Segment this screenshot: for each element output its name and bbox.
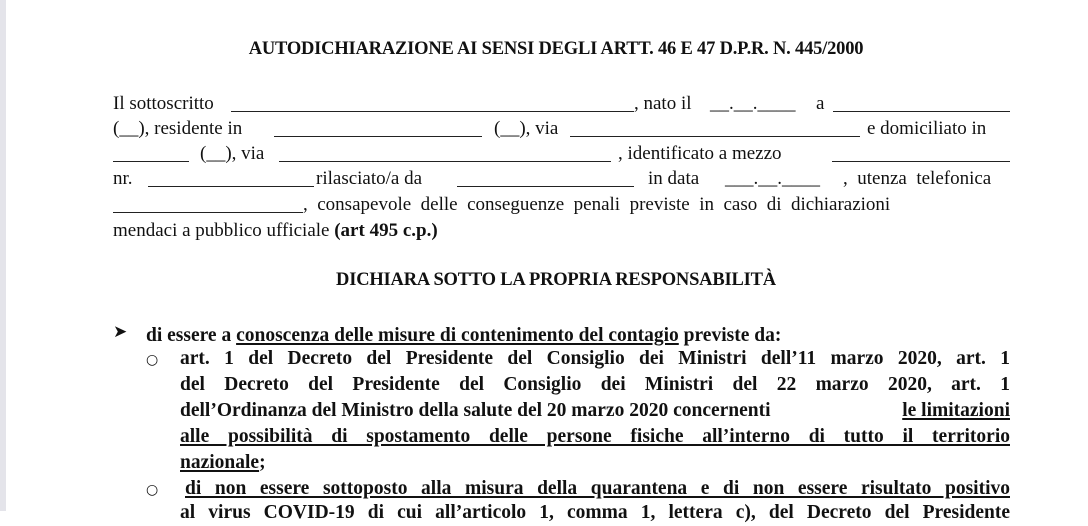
form-line-3: [113, 141, 1010, 167]
arrow-bullet-icon: ➤: [113, 322, 128, 341]
mendaci-text: [113, 218, 438, 244]
mendaci-label: mendaci a pubblico ufficiale: [113, 220, 335, 241]
label-rilasciato: rilasciato/a da: [316, 168, 423, 189]
field-telefono[interactable]: [113, 212, 303, 213]
main-suffix: previste da:: [678, 325, 782, 346]
label-domicilio: e domiciliato in: [867, 118, 987, 139]
field-nome[interactable]: [231, 111, 634, 112]
label-nato: , nato il: [634, 93, 692, 114]
label-in-data: in data: [648, 168, 700, 189]
sub-item-1-line-5: [180, 450, 266, 476]
sub-item-2-line-1: di non essere sottoposto alla misura della quarantena e di non essere risultato positivo: [185, 478, 1010, 499]
section-title: DICHIARA SOTTO LA PROPRIA RESPONSABILITÀ: [336, 270, 776, 290]
nazionale-text: nazionale: [180, 452, 260, 473]
sub-item-1-line-2: del Decreto del Presidente del Consiglio dei Ministri del 22 marzo 2020, art. 1: [180, 374, 1010, 395]
field-via-domicilio[interactable]: [279, 161, 611, 162]
label-nr: nr.: [113, 168, 133, 189]
sub-item-1-line-3: [180, 398, 1010, 424]
label-utenza: , utenza telefonica: [843, 168, 992, 189]
semicolon: ;: [259, 452, 266, 473]
field-data-nascita[interactable]: __.__.____: [710, 93, 796, 114]
form-line-2: [113, 116, 1010, 142]
label-identificato: , identificato a mezzo: [618, 143, 782, 164]
label-a: a: [816, 93, 825, 114]
form-line-5: [113, 192, 1010, 218]
circle-bullet-icon: ○: [146, 352, 159, 368]
sub-item-1-line-4: alle possibilità di spostamento delle persone fisiche all’interno di tutto il territorio: [180, 426, 1010, 447]
ordinanza-text: dell’Ordinanza del Ministro della salute del 20 marzo 2020 concernenti: [180, 400, 771, 421]
field-via-residenza[interactable]: [570, 136, 860, 137]
sub-item-2-line-2-cut: al virus COVID-19 di cui all’articolo 1, comma 1, lettera c), del Decreto del Presidente: [180, 502, 1010, 523]
label-residente: (__), residente in: [113, 118, 243, 139]
form-line-6: [113, 218, 1010, 244]
circle-bullet-icon: ○: [146, 482, 159, 498]
field-residenza[interactable]: [274, 136, 482, 137]
consapevole-text: , consapevole delle conseguenze penali previste in caso di dichiarazioni: [303, 194, 891, 215]
page-edge: [0, 0, 6, 511]
field-domicilio[interactable]: [113, 161, 189, 162]
art-495-ref: (art 495 c.p.): [334, 220, 438, 241]
field-luogo-nascita[interactable]: [833, 111, 1010, 112]
limitazioni-text: le limitazioni: [902, 400, 1010, 421]
label-sottoscritto: Il sottoscritto: [113, 93, 214, 114]
field-ente-rilascio[interactable]: [457, 186, 634, 187]
field-documento[interactable]: [832, 161, 1010, 162]
main-prefix: di essere a: [146, 325, 237, 346]
label-prov-via: (__), via: [494, 118, 559, 139]
field-numero-documento[interactable]: [148, 186, 314, 187]
form-line-1: [113, 91, 1010, 117]
label-prov-via-2: (__), via: [200, 143, 265, 164]
field-data-rilascio[interactable]: ___.__.____: [725, 168, 820, 189]
sub-item-1-line-1: art. 1 del Decreto del Presidente del Consiglio dei Ministri dell’11 marzo 2020, art. 1: [180, 348, 1010, 369]
document-title: AUTODICHIARAZIONE AI SENSI DEGLI ARTT. 46 E 47 D.P.R. N. 445/2000: [248, 39, 864, 59]
form-line-4: [113, 166, 1010, 192]
main-underlined: conoscenza delle misure di contenimento del contagio: [236, 325, 679, 346]
